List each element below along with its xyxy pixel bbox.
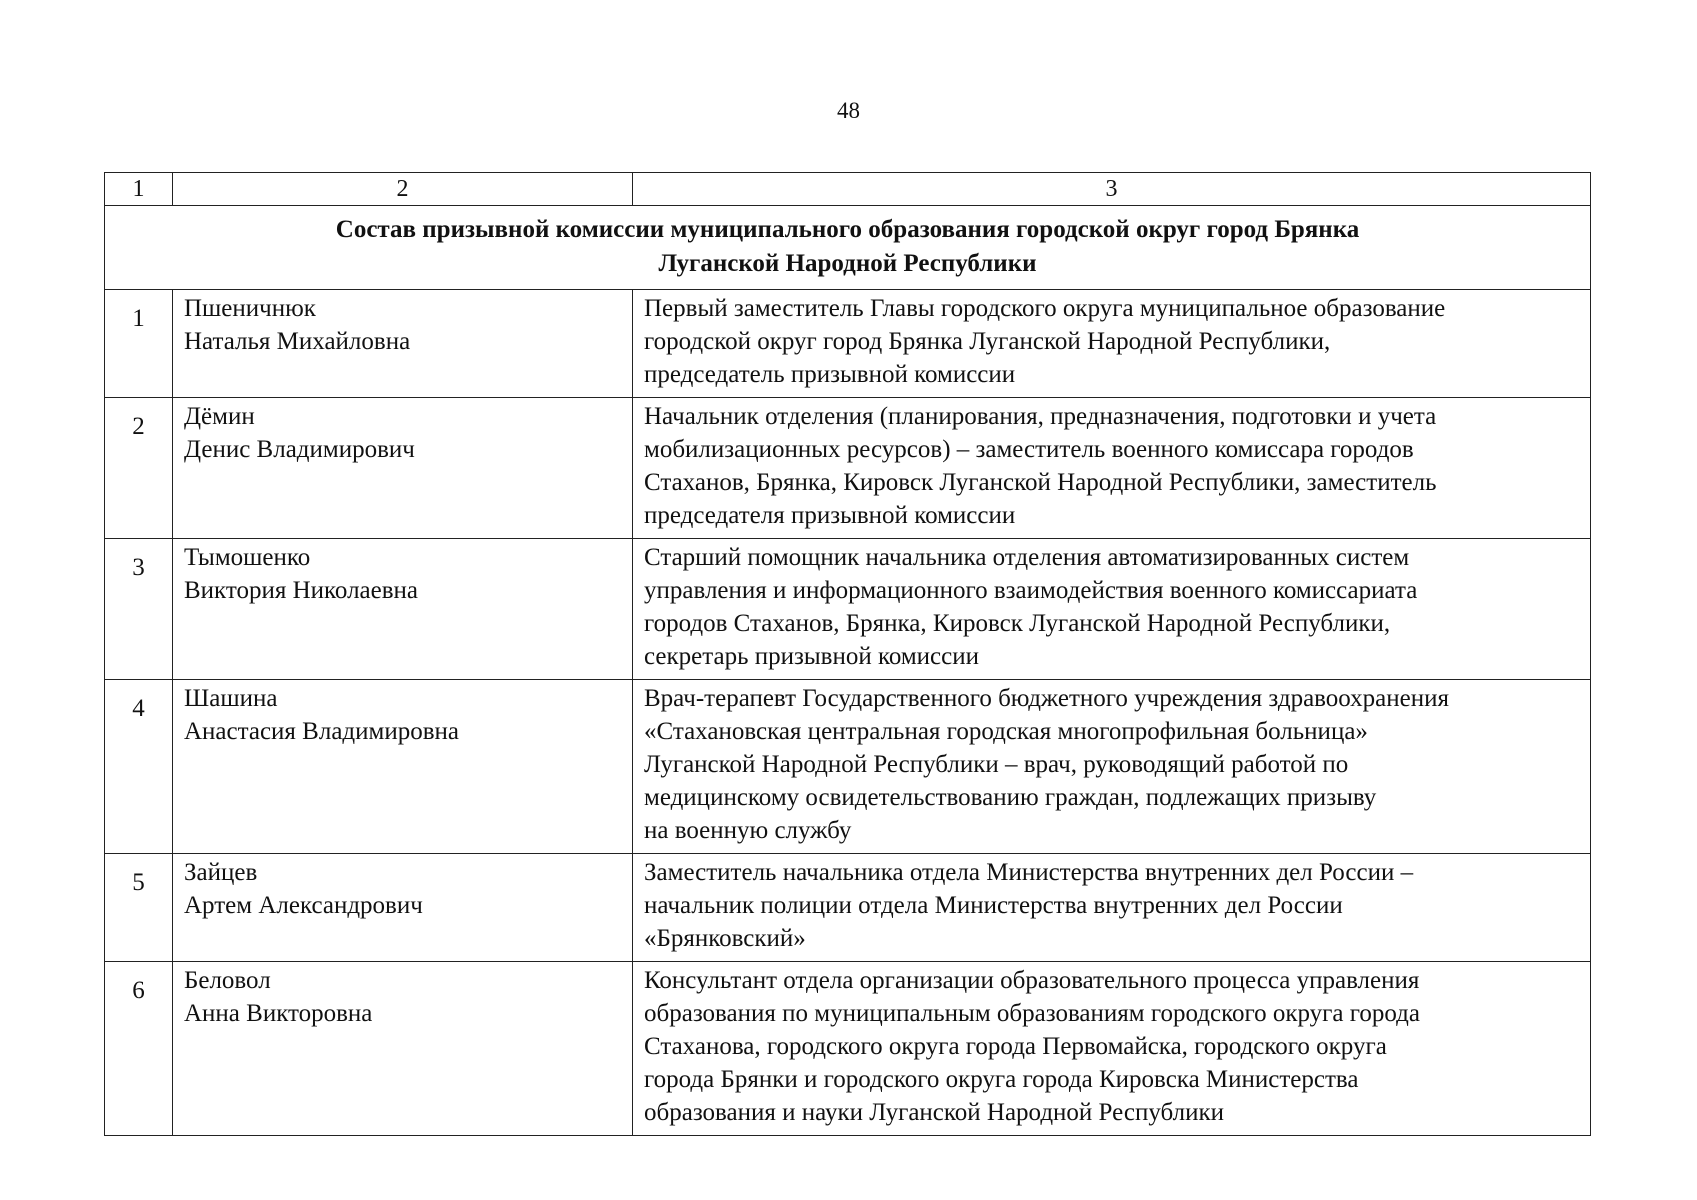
table-row xyxy=(105,398,1591,539)
position-line: городов Стаханов, Брянка, Кировск Луганской Народной Республики, xyxy=(644,610,1391,637)
commission-table xyxy=(104,172,1591,1136)
position-line: мобилизационных ресурсов) – заместитель военного комиссара городов xyxy=(644,436,1414,463)
position-line: начальник полиции отдела Министерства внутренних дел России xyxy=(644,892,1343,919)
surname: Тымошенко xyxy=(184,544,311,571)
member-position xyxy=(633,398,1591,539)
member-name xyxy=(173,962,633,1136)
surname: Дёмин xyxy=(184,403,255,430)
position-line: образования и науки Луганской Народной Республики xyxy=(644,1099,1224,1126)
column-number-1: 1 xyxy=(105,173,173,206)
row-number: 1 xyxy=(105,290,173,398)
given-names: Артем Александрович xyxy=(184,892,423,919)
table-title-row xyxy=(105,206,1591,290)
row-number: 5 xyxy=(105,854,173,962)
position-line: секретарь призывной комиссии xyxy=(644,643,980,670)
position-line: Стаханов, Брянка, Кировск Луганской Народной Республики, заместитель xyxy=(644,469,1437,496)
row-number: 2 xyxy=(105,398,173,539)
given-names: Наталья Михайловна xyxy=(184,328,411,355)
row-number: 3 xyxy=(105,539,173,680)
position-line: на военную службу xyxy=(644,817,852,844)
given-names: Виктория Николаевна xyxy=(184,577,419,604)
member-position xyxy=(633,680,1591,854)
position-line: Заместитель начальника отдела Министерства внутренних дел России – xyxy=(644,859,1414,886)
given-names: Анна Викторовна xyxy=(184,1000,373,1027)
position-line: председателя призывной комиссии xyxy=(644,502,1016,529)
position-line: образования по муниципальным образованиям городского округа города xyxy=(644,1000,1420,1027)
position-line: Старший помощник начальника отделения автоматизированных систем xyxy=(644,544,1410,571)
position-line: города Брянки и городского округа города Кировска Министерства xyxy=(644,1066,1359,1093)
member-name xyxy=(173,854,633,962)
given-names: Денис Владимирович xyxy=(184,436,415,463)
member-position xyxy=(633,539,1591,680)
member-name xyxy=(173,398,633,539)
position-line: управления и информационного взаимодействия военного комиссариата xyxy=(644,577,1418,604)
page-number: 48 xyxy=(837,98,860,123)
column-number-3: 3 xyxy=(633,173,1591,206)
position-line: председатель призывной комиссии xyxy=(644,361,1016,388)
given-names: Анастасия Владимировна xyxy=(184,718,459,745)
table-row xyxy=(105,539,1591,680)
position-line: Стаханова, городского округа города Первомайска, городского округа xyxy=(644,1033,1387,1060)
column-number-row xyxy=(105,173,1591,206)
row-number: 4 xyxy=(105,680,173,854)
position-line: «Стахановская центральная городская многопрофильная больница» xyxy=(644,718,1368,745)
position-line: Врач-терапевт Государственного бюджетного учреждения здравоохранения xyxy=(644,685,1450,712)
position-line: Первый заместитель Главы городского округа муниципальное образование xyxy=(644,295,1446,322)
table-title-line: Луганской Народной Республики xyxy=(658,250,1037,277)
table-row xyxy=(105,680,1591,854)
member-position xyxy=(633,854,1591,962)
position-line: «Брянковский» xyxy=(644,925,806,952)
position-line: городской округ город Брянка Луганской Народной Республики, xyxy=(644,328,1331,355)
member-position xyxy=(633,962,1591,1136)
surname: Пшеничнюк xyxy=(184,295,316,322)
surname: Беловол xyxy=(184,967,271,994)
table-row xyxy=(105,290,1591,398)
table-title-line: Состав призывной комиссии муниципального образования городской округ город Брянка xyxy=(335,216,1360,243)
table-title xyxy=(105,206,1591,290)
position-line: медицинскому освидетельствованию граждан, подлежащих призыву xyxy=(644,784,1377,811)
member-name xyxy=(173,539,633,680)
table-row xyxy=(105,854,1591,962)
member-position xyxy=(633,290,1591,398)
table-row xyxy=(105,962,1591,1136)
row-number: 6 xyxy=(105,962,173,1136)
column-number-2: 2 xyxy=(173,173,633,206)
surname: Шашина xyxy=(184,685,278,712)
member-name xyxy=(173,290,633,398)
surname: Зайцев xyxy=(184,859,258,886)
position-line: Луганской Народной Республики – врач, руководящий работой по xyxy=(644,751,1349,778)
member-name xyxy=(173,680,633,854)
position-line: Консультант отдела организации образовательного процесса управления xyxy=(644,967,1420,994)
position-line: Начальник отделения (планирования, предназначения, подготовки и учета xyxy=(644,403,1437,430)
